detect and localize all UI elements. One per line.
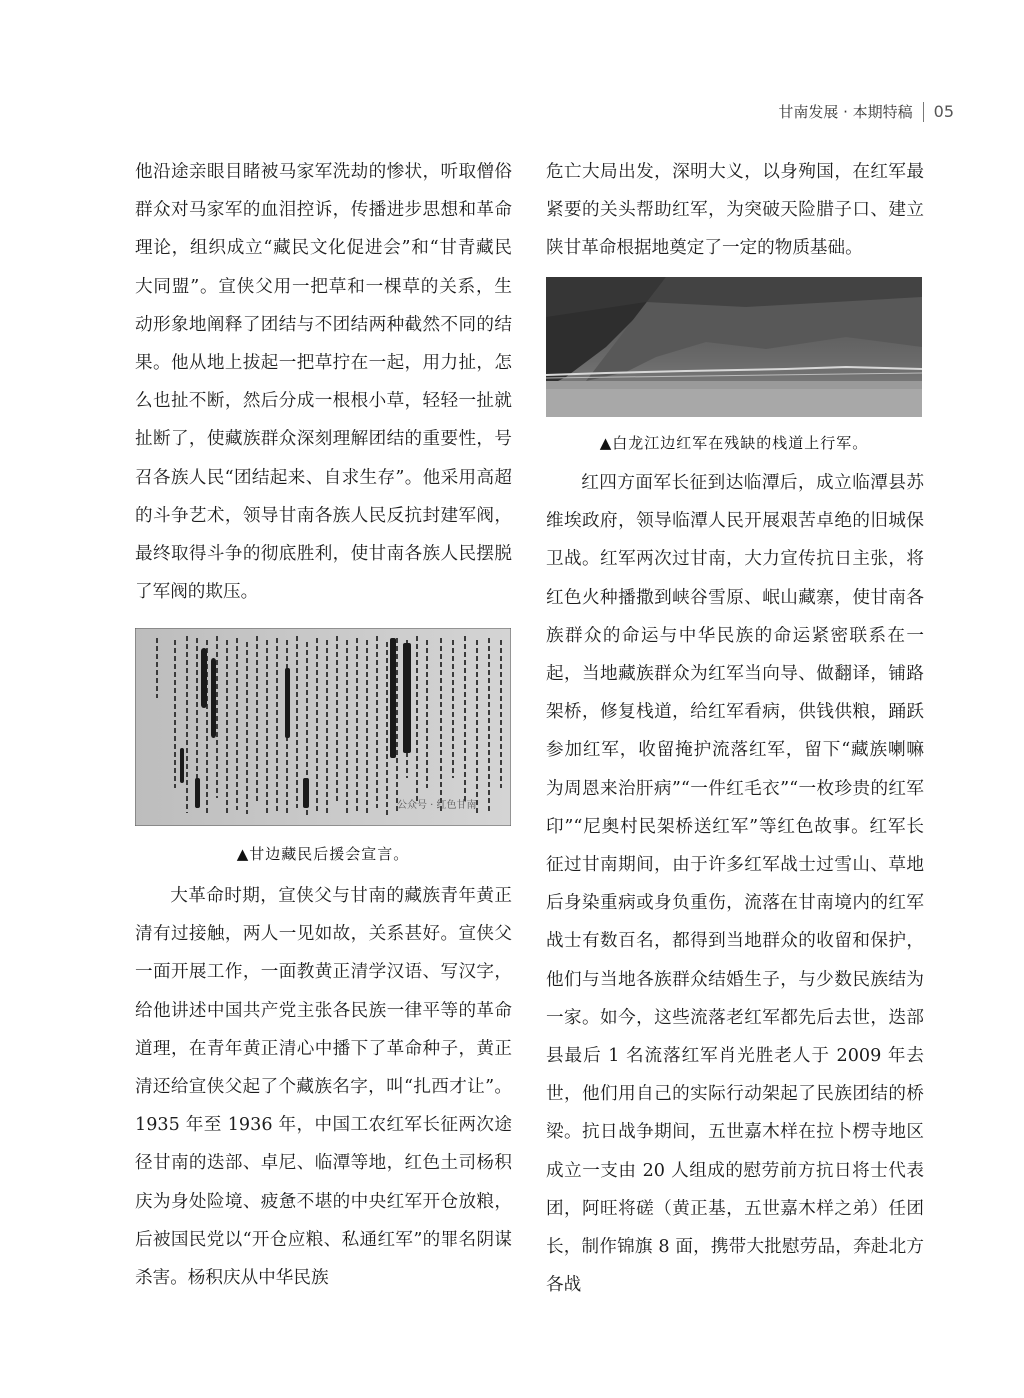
left-column <box>135 153 512 611</box>
plank-road-caption: ▲白龙江边红军在残缺的栈道上行军。 <box>599 434 869 452</box>
header-divider <box>923 102 924 122</box>
page-number: 05 <box>933 102 954 121</box>
right-column <box>546 153 924 268</box>
manifesto-caption: ▲甘边藏民后援会宣言。 <box>236 845 410 863</box>
running-header <box>778 101 954 122</box>
watermark-text: 公众号 · 红色甘南 <box>397 800 477 811</box>
left-column-lower <box>135 877 512 1297</box>
bailong-river-image <box>546 277 922 417</box>
left-paragraph-1: 他沿途亲眼目睹被马家军洗劫的惨状，听取僧俗群众对马家军的血泪控诉，传播进步思想和革命理论，组织成立“藏民文化促进会”和“甘青藏民大同盟”。宣侠父用一把草和一棵草的关系，生动形象地阐释了团结与不团结两种截然不同的结果。他从地上拔起一把草拧在一起，用力扯，怎么也扯不断，然后分成一根根小草，轻轻一扯就扯断了，使藏族群众深刻理解团结的重要性，号召各族人民“团结起来、自求生存”。他采用高超的斗争艺术，领导甘南各族人民反抗封建军阀，最终取得斗争的彻底胜利，使甘南各族人民摆脱了军阀的欺压。 <box>135 162 512 603</box>
right-column-lower <box>546 464 924 1304</box>
right-paragraph-2: 红四方面军长征到达临潭后，成立临潭县苏维埃政府，领导临潭人民开展艰苦卓绝的旧城保卫战。红军两次过甘南，大力宣传抗日主张，将红色火种播撒到峡谷雪原、岷山藏寨，使甘南各族群众的命运与中华民族的命运紧密联系在一起，当地藏族群众为红军当向导、做翻译，铺路架桥，修复栈道，给红军看病，供钱供粮，踊跃参加红军，收留掩护流落红军，留下“藏族喇嘛为周恩来治肝病”“一件红毛衣”“一枚珍贵的红军印”“尼奥村民架桥送红军”等红色故事。红军长征过甘南期间，由于许多红军战士过雪山、草地后身染重病或身负重伤，流落在甘南境内的红军战士有数百名，都得到当地群众的收留和保护，他们与当地各族群众结婚生子，与少数民族结为一家。如今，这些流落老红军都先后去世，迭部县最后 1 名流落红军肖光胜老人于 2009 年去世，他们用自己的实际行动架起了民族团结的桥梁。抗日战争期间，五世嘉木样在拉卜楞寺地区成立一支由 20 人组成的慰劳前方抗日将士代表团，阿旺将磋（黄正基，五世嘉木样之弟）任团长，制作锦旗 8 面，携带大批慰劳品，奔赴北方各战 <box>546 473 924 1296</box>
section-title: 甘南发展 · 本期特稿 <box>778 103 913 121</box>
left-paragraph-2: 大革命时期，宣侠父与甘南的藏族青年黄正清有过接触，两人一见如故，关系甚好。宣侠父一面开展工作，一面教黄正清学汉语、写汉字，给他讲述中国共产党主张各民族一律平等的革命道理，在青年黄正清心中播下了革命种子，黄正清还给宣侠父起了个藏族名字，叫“扎西才让”。1935 年至 1936 年，中国工农红军长征两次途径甘南的迭部、卓尼、临潭等地，红色土司杨积庆为身处险境、疲惫不堪的中央红军开仓放粮，后被国民党以“开仓应粮、私通红军”的罪名阴谋杀害。杨积庆从中华民族 <box>135 886 512 1289</box>
manifesto-photo <box>135 628 511 826</box>
right-paragraph-1: 危亡大局出发，深明大义，以身殉国，在红军最紧要的关头帮助红军，为突破天险腊子口、建立陕甘革命根据地奠定了一定的物质基础。 <box>546 162 924 259</box>
manifesto-document-image <box>135 628 511 826</box>
plank-road-photo <box>546 277 922 417</box>
